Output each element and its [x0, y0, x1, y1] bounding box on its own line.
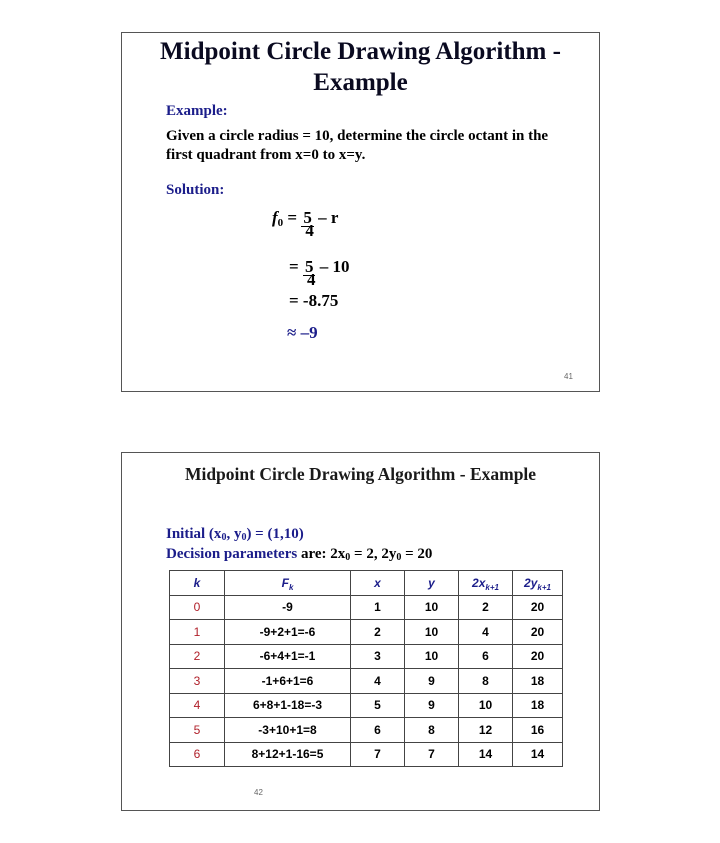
cell-x: 1 — [351, 595, 405, 620]
minus-r: – r — [318, 208, 339, 227]
approx-result: ≈ –9 — [287, 323, 318, 342]
slide-42 — [121, 452, 600, 811]
cell-2y: 20 — [513, 620, 563, 645]
header-2x: $2x_{k+1}$ — [459, 571, 513, 596]
cell-2x: 14 — [459, 742, 513, 767]
table-header-row — [170, 571, 563, 596]
cell-2y: 18 — [513, 693, 563, 718]
cell-k: 3 — [170, 669, 225, 694]
cell-y: 7 — [405, 742, 459, 767]
cell-2x: 12 — [459, 718, 513, 743]
cell-y: 9 — [405, 669, 459, 694]
cell-x: 6 — [351, 718, 405, 743]
cell-fk: 6+8+1-18=-3 — [225, 693, 351, 718]
cell-y: 10 — [405, 595, 459, 620]
equation-line-1 — [272, 208, 339, 240]
f-subscript: 0 — [277, 217, 284, 229]
iteration-table — [169, 570, 563, 767]
slide-title: Midpoint Circle Drawing Algorithm - Example — [160, 38, 561, 96]
cell-k: 4 — [170, 693, 225, 718]
cell-x: 3 — [351, 644, 405, 669]
solution-label: Solution: — [166, 182, 225, 198]
table-row — [170, 620, 563, 645]
cell-2y: 20 — [513, 644, 563, 669]
fraction — [303, 257, 316, 289]
cell-k: 6 — [170, 742, 225, 767]
cell-fk: 8+12+1-16=5 — [225, 742, 351, 767]
initial-line: Initial (x0, y0) = (1,10) — [166, 526, 304, 543]
header-fk: $F_k$ — [225, 571, 351, 596]
equation-line-2 — [289, 257, 350, 289]
example-label: Example: — [166, 103, 228, 119]
table-row — [170, 644, 563, 669]
cell-x: 4 — [351, 669, 405, 694]
minus-10: – 10 — [319, 257, 350, 276]
cell-fk: -3+10+1=8 — [225, 718, 351, 743]
cell-2x: 10 — [459, 693, 513, 718]
equals-sign: = — [287, 208, 298, 227]
cell-2x: 4 — [459, 620, 513, 645]
page-number: 41 — [564, 372, 573, 381]
header-y: y — [405, 571, 459, 596]
problem-statement: Given a circle radius = 10, determine the circle octant in the first quadrant from x=0 to x=y. — [166, 128, 549, 163]
cell-2x: 6 — [459, 644, 513, 669]
cell-2x: 8 — [459, 669, 513, 694]
slide-41 — [121, 32, 600, 392]
f-symbol: f — [272, 208, 278, 227]
cell-y: 8 — [405, 718, 459, 743]
cell-k: 0 — [170, 595, 225, 620]
page-number: 42 — [254, 788, 263, 797]
cell-fk: -9+2+1=-6 — [225, 620, 351, 645]
header-x: x — [351, 571, 405, 596]
cell-y: 9 — [405, 693, 459, 718]
cell-2y: 16 — [513, 718, 563, 743]
cell-2y: 20 — [513, 595, 563, 620]
cell-x: 7 — [351, 742, 405, 767]
header-2y: $2y_{k+1}$ — [513, 571, 563, 596]
table-row — [170, 595, 563, 620]
cell-2y: 14 — [513, 742, 563, 767]
equation-line-3: = -8.75 — [289, 291, 339, 310]
cell-2y: 18 — [513, 669, 563, 694]
numerator: 5 — [304, 257, 314, 276]
cell-2x: 2 — [459, 595, 513, 620]
header-k: k — [170, 571, 225, 596]
denominator: 4 — [306, 270, 316, 289]
table-row — [170, 669, 563, 694]
slide-title: Midpoint Circle Drawing Algorithm - Example — [184, 464, 537, 484]
initial-conditions — [166, 525, 432, 565]
denominator: 4 — [305, 221, 314, 240]
table-row — [170, 742, 563, 767]
decision-line: Decision parameters are: 2x0 = 2, 2y0 = 20 — [166, 546, 433, 563]
cell-fk: -6+4+1=-1 — [225, 644, 351, 669]
numerator: 5 — [303, 208, 312, 227]
fraction — [301, 208, 314, 240]
cell-x: 2 — [351, 620, 405, 645]
cell-y: 10 — [405, 620, 459, 645]
cell-k: 5 — [170, 718, 225, 743]
table-row — [170, 693, 563, 718]
cell-x: 5 — [351, 693, 405, 718]
cell-fk: -1+6+1=6 — [225, 669, 351, 694]
cell-k: 2 — [170, 644, 225, 669]
equals-sign: = — [289, 257, 299, 276]
cell-fk: -9 — [225, 595, 351, 620]
cell-k: 1 — [170, 620, 225, 645]
table-row — [170, 718, 563, 743]
cell-y: 10 — [405, 644, 459, 669]
